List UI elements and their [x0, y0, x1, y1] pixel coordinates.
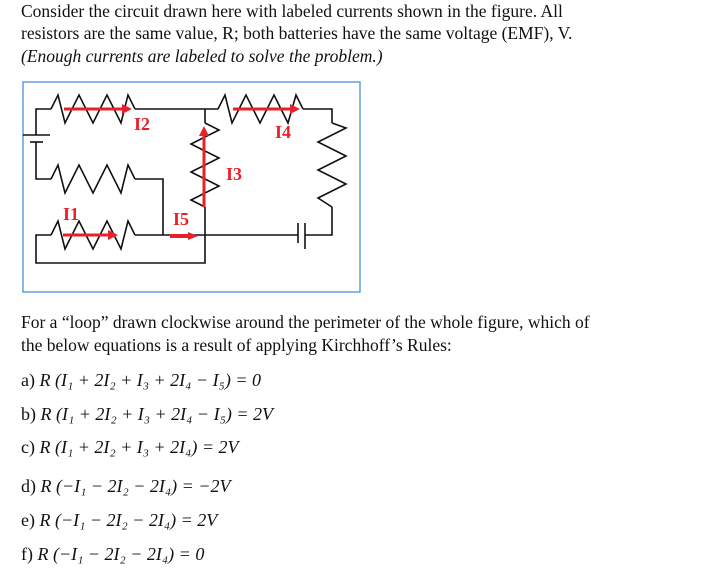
arrow-i2 [122, 104, 132, 114]
resistor-middle [51, 165, 135, 193]
option-c[interactable]: c) R (I₁ + 2I₂ + I₃ + 2I₄) = 2V [21, 437, 239, 457]
wire [36, 142, 51, 179]
wire [303, 109, 332, 123]
label-i4: I4 [275, 122, 292, 142]
label-i3: I3 [226, 164, 243, 184]
option-b[interactable]: b) R (I₁ + 2I₂ + I₃ + 2I₄ − I₅) = 2V [21, 404, 273, 424]
intro-line-1: Consider the circuit drawn here with labeled currents shown in the figure. All [21, 1, 563, 21]
label-i5: I5 [173, 209, 190, 229]
arrow-i4 [290, 104, 300, 114]
question-line-2: the below equations is a result of applying Kirchhoff’s Rules: [21, 335, 452, 355]
option-f[interactable]: f) R (−I₁ − 2I₂ − 2I₄) = 0 [21, 544, 205, 564]
resistor-right [318, 123, 346, 207]
option-d[interactable]: d) R (−I₁ − 2I₂ − 2I₄) = −2V [21, 476, 231, 496]
label-i2: I2 [134, 114, 151, 134]
option-e[interactable]: e) R (−I₁ − 2I₂ − 2I₄) = 2V [21, 510, 218, 530]
question-line-1: For a “loop” drawn clockwise around the perimeter of the whole figure, which of [21, 312, 590, 332]
wire [135, 179, 163, 235]
wire [36, 109, 51, 135]
intro-line-2: resistors are the same value, R; both batteries have the same voltage (EMF), V. [21, 23, 573, 43]
arrow-i5 [188, 232, 198, 240]
figure-border [23, 82, 360, 292]
intro-line-3: (Enough currents are labeled to solve the problem.) [21, 46, 383, 66]
label-i1: I1 [63, 204, 80, 224]
option-a[interactable]: a) R (I₁ + 2I₂ + I₃ + 2I₄ − I₅) = 0 [21, 370, 261, 390]
wire [305, 207, 332, 235]
arrow-i3 [199, 126, 209, 136]
